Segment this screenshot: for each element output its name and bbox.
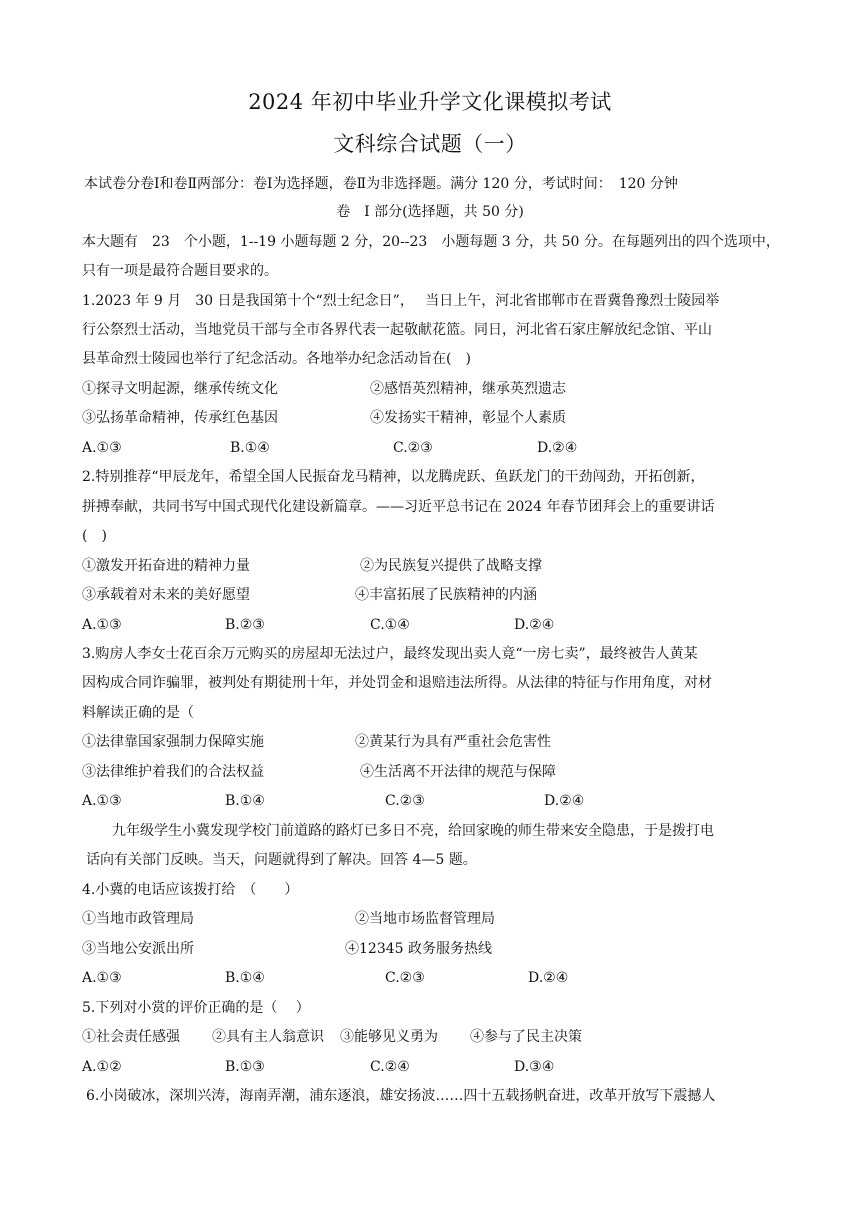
choice-d[interactable]: D.②④	[537, 440, 578, 456]
section-heading: 卷 Ⅰ 部分(选择题，共 50 分)	[336, 204, 524, 220]
choice-a[interactable]: A.①②	[82, 1059, 122, 1075]
question-stem: 因构成合同诈骗罪，被判处有期徒刑十年，并处罚金和退赔违法所得。从法律的特征与作用角度，对材	[82, 675, 712, 691]
section-description-cont: 只有一项是最符合题目要求的。	[82, 263, 278, 279]
statement-4: ④发扬实干精神，彰显个人素质	[370, 410, 566, 426]
question-stem: ( )	[82, 528, 107, 544]
choice-d[interactable]: D.③④	[514, 1059, 555, 1075]
question-stem: 4.小冀的电话应该拨打给 （ ）	[82, 882, 299, 898]
exam-subtitle: 文科综合试题（一）	[333, 132, 527, 156]
statement-3: ③弘扬革命精神，传承红色基因	[82, 410, 278, 426]
question-stem: 3.购房人李女士花百余万元购买的房屋却无法过户，最终发现出卖人竟“一房七卖”，最终被告人黄某	[82, 646, 698, 662]
choice-a[interactable]: A.①③	[82, 793, 122, 809]
section-description: 本大题有 23 个小题，1--19 小题每题 2 分，20--23 小题每题 3 分，共 50 分。在每题列出的四个选项中，	[82, 234, 780, 250]
statement-3: ③当地公安派出所	[82, 941, 194, 957]
statement-3: ③法律维护着我们的合法权益	[82, 764, 264, 780]
choice-c[interactable]: C.①④	[370, 617, 410, 633]
statement-1: ①社会责任感强	[82, 1029, 180, 1045]
statement-3: ③能够见义勇为	[340, 1029, 438, 1045]
statement-3: ③承载着对未来的美好愿望	[82, 587, 250, 603]
choice-d[interactable]: D.②④	[514, 617, 555, 633]
statement-2: ②当地市场监督管理局	[355, 911, 495, 927]
statement-2: ②黄某行为具有严重社会危害性	[355, 734, 551, 750]
question-stem: 县革命烈士陵园也举行了纪念活动。各地举办纪念活动旨在( )	[82, 351, 471, 367]
question-stem: 拼搏奉献，共同书写中国式现代化建设新篇章。——习近平总书记在 2024 年春节团拜会上的重要讲话	[82, 499, 715, 515]
statement-2: ②为民族复兴提供了战略支撑	[360, 558, 542, 574]
statement-1: ①法律靠国家强制力保障实施	[82, 734, 264, 750]
choice-c[interactable]: C.②④	[370, 1059, 410, 1075]
choice-d[interactable]: D.②④	[528, 970, 569, 986]
choice-b[interactable]: B.①④	[225, 793, 265, 809]
instructions-line: 本试卷分卷Ⅰ和卷Ⅱ两部分：卷Ⅰ为选择题，卷Ⅱ为非选择题。满分 120 分，考试时间： 120 分钟	[84, 176, 678, 192]
statement-1: ①当地市政管理局	[82, 911, 194, 927]
statement-4: ④生活离不开法律的规范与保障	[360, 764, 556, 780]
choice-a[interactable]: A.①③	[82, 617, 122, 633]
statement-2: ②感悟英烈精神，继承英烈遗志	[370, 381, 566, 397]
choice-a[interactable]: A.①③	[82, 440, 122, 456]
material-text: 九年级学生小冀发现学校门前道路的路灯已多日不亮，给回家晚的师生带来安全隐患，于是拨打电	[112, 823, 714, 839]
question-stem: 1.2023 年 9 月 30 日是我国第十个“烈士纪念日”， 当日上午，河北省邯郸市在晋冀鲁豫烈士陵园举	[82, 293, 720, 309]
statement-4: ④参与了民主决策	[470, 1029, 582, 1045]
choice-b[interactable]: B.②③	[225, 617, 265, 633]
question-stem: 料解读正确的是（	[82, 705, 194, 721]
material-text: 话向有关部门反映。当天，问题就得到了解决。回答 4—5 题。	[86, 852, 477, 868]
choice-b[interactable]: B.①④	[225, 970, 265, 986]
statement-1: ①探寻文明起源，继承传统文化	[82, 381, 278, 397]
question-stem: 2.特别推荐“甲辰龙年，希望全国人民振奋龙马精神，以龙腾虎跃、鱼跃龙门的干劲闯劲，开拓创新，	[82, 469, 705, 485]
choice-b[interactable]: B.①③	[225, 1059, 265, 1075]
question-stem: 6.小岗破冰，深圳兴涛，海南弄潮，浦东逐浪，雄安扬波……四十五载扬帆奋进，改革开放写下震撼人	[86, 1088, 716, 1104]
statement-4: ④12345 政务服务热线	[345, 941, 492, 957]
choice-c[interactable]: C.②③	[385, 970, 425, 986]
question-stem: 5.下列对小赏的评价正确的是（ ）	[82, 1000, 310, 1016]
choice-c[interactable]: C.②③	[385, 793, 425, 809]
choice-d[interactable]: D.②④	[544, 793, 585, 809]
choice-b[interactable]: B.①④	[230, 440, 270, 456]
choice-c[interactable]: C.②③	[393, 440, 433, 456]
statement-1: ①激发开拓奋进的精神力量	[82, 558, 250, 574]
question-stem: 行公祭烈士活动，当地党员干部与全市各界代表一起敬献花篮。同日，河北省石家庄解放纪念馆、平山	[82, 322, 712, 338]
choice-a[interactable]: A.①③	[82, 970, 122, 986]
statement-4: ④丰富拓展了民族精神的内涵	[355, 587, 537, 603]
statement-2: ②具有主人翁意识	[212, 1029, 324, 1045]
exam-title: 2024 年初中毕业升学文化课模拟考试	[248, 90, 612, 114]
